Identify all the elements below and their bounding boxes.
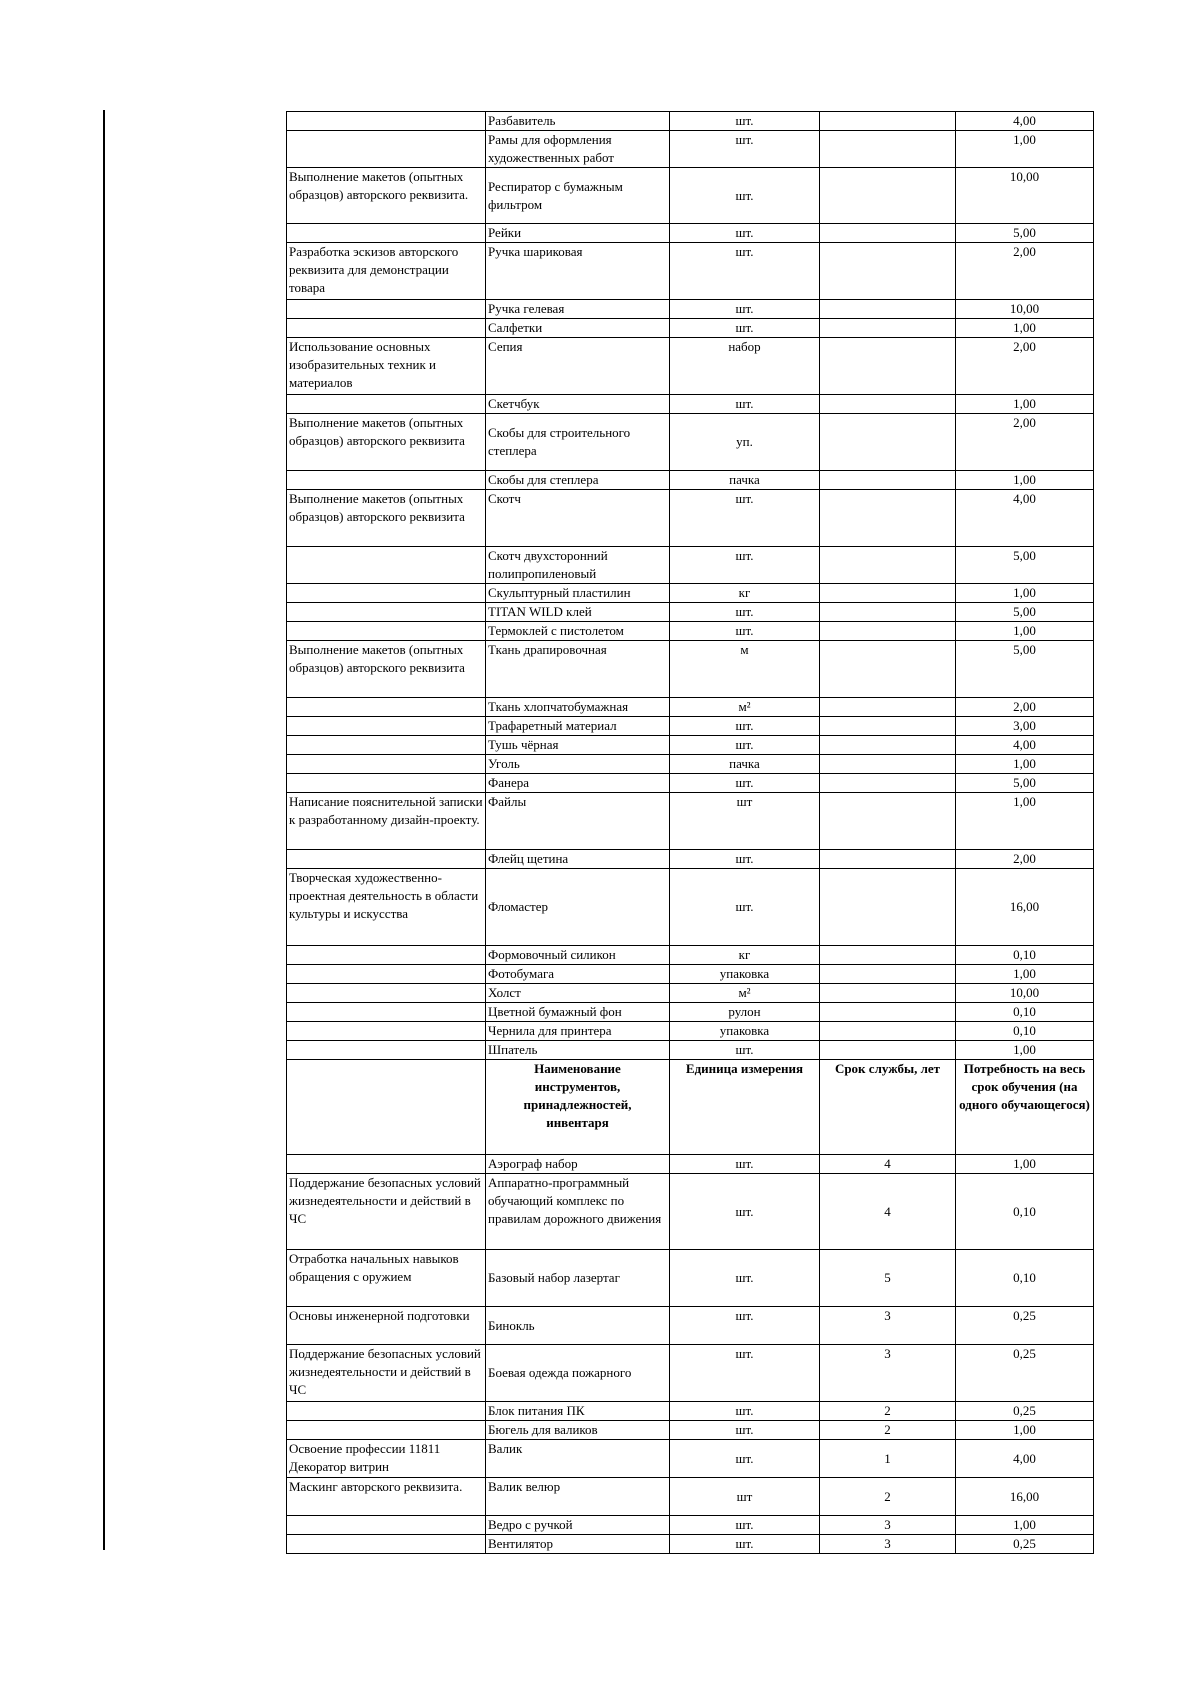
item-name-cell: Рейки xyxy=(486,224,670,243)
service-life-cell xyxy=(820,603,956,622)
table-row xyxy=(287,414,1094,471)
table-row xyxy=(287,112,1094,131)
item-name-cell: Фотобумага xyxy=(486,965,670,984)
service-life-cell xyxy=(820,641,956,698)
unit-cell: шт. xyxy=(670,1421,820,1440)
unit-cell: шт. xyxy=(670,717,820,736)
activity-cell: Отработка начальных навыков обращения с оружием xyxy=(287,1250,486,1307)
activity-cell: Поддержание безопасных условий жизнедеятельности и действий в ЧС xyxy=(287,1345,486,1402)
unit-cell: шт. xyxy=(670,1041,820,1060)
activity-cell xyxy=(287,698,486,717)
quantity-cell: 16,00 xyxy=(956,869,1094,946)
activity-cell xyxy=(287,1060,486,1155)
unit-cell: шт. xyxy=(670,395,820,414)
activity-cell: Разработка эскизов авторского реквизита для демонстрации товара xyxy=(287,243,486,300)
table-row xyxy=(287,490,1094,547)
activity-cell: Использование основных изобразительных техник и материалов xyxy=(287,338,486,395)
activity-cell xyxy=(287,603,486,622)
service-life-cell: 3 xyxy=(820,1535,956,1554)
item-name-cell: Уголь xyxy=(486,755,670,774)
item-name-cell: Скульптурный пластилин xyxy=(486,584,670,603)
item-name-cell: Вентилятор xyxy=(486,1535,670,1554)
service-life-cell: 3 xyxy=(820,1516,956,1535)
item-name-cell: Тушь чёрная xyxy=(486,736,670,755)
unit-cell: упаковка xyxy=(670,1022,820,1041)
table-row xyxy=(287,1041,1094,1060)
service-life-cell xyxy=(820,984,956,1003)
table-row xyxy=(287,319,1094,338)
quantity-cell: 1,00 xyxy=(956,965,1094,984)
quantity-cell: 1,00 xyxy=(956,471,1094,490)
unit-cell: набор xyxy=(670,338,820,395)
service-life-cell xyxy=(820,736,956,755)
item-name-cell: Респиратор с бумажным фильтром xyxy=(486,168,670,224)
activity-cell xyxy=(287,965,486,984)
item-name-cell: Скотч xyxy=(486,490,670,547)
activity-cell xyxy=(287,1155,486,1174)
activity-cell: Поддержание безопасных условий жизнедеятельности и действий в ЧС xyxy=(287,1174,486,1250)
service-life-cell xyxy=(820,717,956,736)
quantity-cell: 10,00 xyxy=(956,168,1094,224)
unit-cell: Единица измерения xyxy=(670,1060,820,1155)
service-life-cell xyxy=(820,112,956,131)
unit-cell: шт. xyxy=(670,300,820,319)
table-row xyxy=(287,131,1094,168)
quantity-cell: 2,00 xyxy=(956,850,1094,869)
table-row xyxy=(287,1003,1094,1022)
table-row xyxy=(287,603,1094,622)
quantity-cell: 1,00 xyxy=(956,395,1094,414)
item-name-cell: Блок питания ПК xyxy=(486,1402,670,1421)
item-name-cell: Скобы для строительного степлера xyxy=(486,414,670,471)
table-row xyxy=(287,300,1094,319)
unit-cell: шт xyxy=(670,1478,820,1516)
service-life-cell xyxy=(820,224,956,243)
activity-cell xyxy=(287,471,486,490)
item-name-cell: Рамы для оформления художественных работ xyxy=(486,131,670,168)
activity-cell xyxy=(287,319,486,338)
item-name-cell: Скобы для степлера xyxy=(486,471,670,490)
left-margin-rule xyxy=(103,110,105,1550)
unit-cell: шт. xyxy=(670,1155,820,1174)
unit-cell: м² xyxy=(670,984,820,1003)
table-row xyxy=(287,584,1094,603)
service-life-cell: 4 xyxy=(820,1174,956,1250)
quantity-cell: 10,00 xyxy=(956,984,1094,1003)
quantity-cell: Потребность на весь срок обучения (на одного обучающегося) xyxy=(956,1060,1094,1155)
service-life-cell xyxy=(820,1003,956,1022)
unit-cell: шт. xyxy=(670,112,820,131)
service-life-cell xyxy=(820,547,956,584)
quantity-cell: 1,00 xyxy=(956,1516,1094,1535)
activity-cell: Выполнение макетов (опытных образцов) авторского реквизита xyxy=(287,490,486,547)
item-name-cell: Фанера xyxy=(486,774,670,793)
service-life-cell: Срок службы, лет xyxy=(820,1060,956,1155)
item-name-cell: Чернила для принтера xyxy=(486,1022,670,1041)
table-row xyxy=(287,698,1094,717)
service-life-cell xyxy=(820,698,956,717)
quantity-cell: 4,00 xyxy=(956,1440,1094,1478)
item-name-cell: Фломастер xyxy=(486,869,670,946)
service-life-cell xyxy=(820,414,956,471)
item-name-cell: Шпатель xyxy=(486,1041,670,1060)
service-life-cell xyxy=(820,168,956,224)
quantity-cell: 0,25 xyxy=(956,1345,1094,1402)
unit-cell: шт. xyxy=(670,1402,820,1421)
service-life-cell xyxy=(820,1022,956,1041)
service-life-cell: 2 xyxy=(820,1421,956,1440)
unit-cell: м xyxy=(670,641,820,698)
service-life-cell xyxy=(820,793,956,850)
unit-cell: пачка xyxy=(670,471,820,490)
activity-cell xyxy=(287,1535,486,1554)
unit-cell: шт xyxy=(670,793,820,850)
service-life-cell xyxy=(820,755,956,774)
unit-cell: шт. xyxy=(670,774,820,793)
unit-cell: шт. xyxy=(670,1174,820,1250)
service-life-cell xyxy=(820,243,956,300)
table-row xyxy=(287,793,1094,850)
table-row xyxy=(287,395,1094,414)
unit-cell: шт. xyxy=(670,736,820,755)
table-row xyxy=(287,224,1094,243)
service-life-cell: 2 xyxy=(820,1402,956,1421)
table-row xyxy=(287,717,1094,736)
item-name-cell: Валик xyxy=(486,1440,670,1478)
table-row xyxy=(287,736,1094,755)
activity-cell xyxy=(287,717,486,736)
table-row xyxy=(287,1022,1094,1041)
service-life-cell xyxy=(820,869,956,946)
table-row xyxy=(287,338,1094,395)
service-life-cell xyxy=(820,131,956,168)
unit-cell: шт. xyxy=(670,622,820,641)
table-row xyxy=(287,1535,1094,1554)
quantity-cell: 1,00 xyxy=(956,755,1094,774)
table-row xyxy=(287,622,1094,641)
quantity-cell: 10,00 xyxy=(956,300,1094,319)
activity-cell xyxy=(287,1421,486,1440)
unit-cell: шт. xyxy=(670,131,820,168)
unit-cell: шт. xyxy=(670,603,820,622)
activity-cell xyxy=(287,112,486,131)
quantity-cell: 2,00 xyxy=(956,414,1094,471)
quantity-cell: 0,10 xyxy=(956,1022,1094,1041)
quantity-cell: 5,00 xyxy=(956,547,1094,584)
service-life-cell: 2 xyxy=(820,1478,956,1516)
quantity-cell: 4,00 xyxy=(956,736,1094,755)
item-name-cell: Наименование инструментов, принадлежностей, инвентаря xyxy=(486,1060,670,1155)
unit-cell: шт. xyxy=(670,869,820,946)
activity-cell xyxy=(287,547,486,584)
quantity-cell: 0,10 xyxy=(956,946,1094,965)
table-row xyxy=(287,1250,1094,1307)
activity-cell: Основы инженерной подготовки xyxy=(287,1307,486,1345)
item-name-cell: Аппаратно-программный обучающий комплекс по правилам дорожного движения xyxy=(486,1174,670,1250)
table-row xyxy=(287,965,1094,984)
activity-cell: Выполнение макетов (опытных образцов) авторского реквизита. xyxy=(287,168,486,224)
item-name-cell: Аэрограф набор xyxy=(486,1155,670,1174)
quantity-cell: 1,00 xyxy=(956,584,1094,603)
quantity-cell: 0,10 xyxy=(956,1174,1094,1250)
unit-cell: шт. xyxy=(670,1440,820,1478)
service-life-cell: 3 xyxy=(820,1307,956,1345)
item-name-cell: Базовый набор лазертаг xyxy=(486,1250,670,1307)
activity-cell: Написание пояснительной записки к разработанному дизайн-проекту. xyxy=(287,793,486,850)
activity-cell xyxy=(287,1041,486,1060)
quantity-cell: 4,00 xyxy=(956,490,1094,547)
unit-cell: уп. xyxy=(670,414,820,471)
service-life-cell xyxy=(820,395,956,414)
service-life-cell xyxy=(820,850,956,869)
service-life-cell xyxy=(820,774,956,793)
quantity-cell: 0,25 xyxy=(956,1402,1094,1421)
table-row xyxy=(287,946,1094,965)
activity-cell: Творческая художественно-проектная деятельность в области культуры и искусства xyxy=(287,869,486,946)
table-row xyxy=(287,755,1094,774)
item-name-cell: Цветной бумажный фон xyxy=(486,1003,670,1022)
quantity-cell: 0,25 xyxy=(956,1535,1094,1554)
item-name-cell: Сепия xyxy=(486,338,670,395)
table-row xyxy=(287,243,1094,300)
table-row xyxy=(287,1478,1094,1516)
service-life-cell xyxy=(820,946,956,965)
item-name-cell: Флейц щетина xyxy=(486,850,670,869)
activity-cell xyxy=(287,1003,486,1022)
item-name-cell: Салфетки xyxy=(486,319,670,338)
service-life-cell: 1 xyxy=(820,1440,956,1478)
service-life-cell xyxy=(820,338,956,395)
unit-cell: шт. xyxy=(670,1307,820,1345)
table-row xyxy=(287,1307,1094,1345)
activity-cell xyxy=(287,622,486,641)
service-life-cell xyxy=(820,471,956,490)
unit-cell: шт. xyxy=(670,1516,820,1535)
quantity-cell: 1,00 xyxy=(956,1155,1094,1174)
table-row xyxy=(287,471,1094,490)
item-name-cell: Валик велюр xyxy=(486,1478,670,1516)
table-row xyxy=(287,1440,1094,1478)
quantity-cell: 2,00 xyxy=(956,338,1094,395)
unit-cell: кг xyxy=(670,946,820,965)
activity-cell xyxy=(287,300,486,319)
unit-cell: пачка xyxy=(670,755,820,774)
activity-cell xyxy=(287,584,486,603)
activity-cell xyxy=(287,1022,486,1041)
quantity-cell: 1,00 xyxy=(956,319,1094,338)
table-row xyxy=(287,1155,1094,1174)
unit-cell: шт. xyxy=(670,1535,820,1554)
activity-cell xyxy=(287,1516,486,1535)
activity-cell xyxy=(287,946,486,965)
activity-cell xyxy=(287,755,486,774)
activity-cell xyxy=(287,774,486,793)
table-row xyxy=(287,168,1094,224)
activity-cell: Выполнение макетов (опытных образцов) авторского реквизита xyxy=(287,641,486,698)
quantity-cell: 2,00 xyxy=(956,243,1094,300)
table-row xyxy=(287,641,1094,698)
activity-cell xyxy=(287,131,486,168)
unit-cell: кг xyxy=(670,584,820,603)
table-row xyxy=(287,984,1094,1003)
activity-cell xyxy=(287,984,486,1003)
unit-cell: шт. xyxy=(670,1345,820,1402)
table-row xyxy=(287,1516,1094,1535)
equipment-table-body xyxy=(287,112,1094,1554)
activity-cell: Маскинг авторского реквизита. xyxy=(287,1478,486,1516)
table-row xyxy=(287,869,1094,946)
item-name-cell: Скотч двухсторонний полипропиленовый xyxy=(486,547,670,584)
service-life-cell: 4 xyxy=(820,1155,956,1174)
unit-cell: шт. xyxy=(670,547,820,584)
service-life-cell xyxy=(820,584,956,603)
service-life-cell xyxy=(820,1041,956,1060)
unit-cell: упаковка xyxy=(670,965,820,984)
table-row xyxy=(287,1421,1094,1440)
quantity-cell: 1,00 xyxy=(956,131,1094,168)
service-life-cell xyxy=(820,490,956,547)
unit-cell: шт. xyxy=(670,168,820,224)
quantity-cell: 3,00 xyxy=(956,717,1094,736)
service-life-cell xyxy=(820,319,956,338)
quantity-cell: 0,10 xyxy=(956,1250,1094,1307)
item-name-cell: Ручка гелевая xyxy=(486,300,670,319)
service-life-cell: 5 xyxy=(820,1250,956,1307)
activity-cell xyxy=(287,736,486,755)
table-row xyxy=(287,1345,1094,1402)
service-life-cell: 3 xyxy=(820,1345,956,1402)
service-life-cell xyxy=(820,622,956,641)
quantity-cell: 2,00 xyxy=(956,698,1094,717)
table-row xyxy=(287,850,1094,869)
item-name-cell: Скетчбук xyxy=(486,395,670,414)
service-life-cell xyxy=(820,300,956,319)
unit-cell: шт. xyxy=(670,319,820,338)
activity-cell xyxy=(287,224,486,243)
item-name-cell: Разбавитель xyxy=(486,112,670,131)
quantity-cell: 5,00 xyxy=(956,641,1094,698)
item-name-cell: Ткань драпировочная xyxy=(486,641,670,698)
unit-cell: м² xyxy=(670,698,820,717)
unit-cell: шт. xyxy=(670,1250,820,1307)
activity-cell: Выполнение макетов (опытных образцов) авторского реквизита xyxy=(287,414,486,471)
activity-cell xyxy=(287,1402,486,1421)
table-row xyxy=(287,547,1094,584)
activity-cell xyxy=(287,395,486,414)
item-name-cell: Боевая одежда пожарного xyxy=(486,1345,670,1402)
item-name-cell: Трафаретный материал xyxy=(486,717,670,736)
equipment-table xyxy=(286,111,1094,1554)
service-life-cell xyxy=(820,965,956,984)
quantity-cell: 0,25 xyxy=(956,1307,1094,1345)
unit-cell: шт. xyxy=(670,490,820,547)
item-name-cell: Холст xyxy=(486,984,670,1003)
quantity-cell: 1,00 xyxy=(956,1041,1094,1060)
quantity-cell: 16,00 xyxy=(956,1478,1094,1516)
item-name-cell: Термоклей с пистолетом xyxy=(486,622,670,641)
quantity-cell: 1,00 xyxy=(956,793,1094,850)
table-row xyxy=(287,1402,1094,1421)
quantity-cell: 4,00 xyxy=(956,112,1094,131)
activity-cell xyxy=(287,850,486,869)
quantity-cell: 1,00 xyxy=(956,622,1094,641)
item-name-cell: Ткань хлопчатобумажная xyxy=(486,698,670,717)
table-row xyxy=(287,1174,1094,1250)
quantity-cell: 5,00 xyxy=(956,774,1094,793)
item-name-cell: Файлы xyxy=(486,793,670,850)
item-name-cell: Ручка шариковая xyxy=(486,243,670,300)
unit-cell: рулон xyxy=(670,1003,820,1022)
item-name-cell: Бюгель для валиков xyxy=(486,1421,670,1440)
item-name-cell: Ведро с ручкой xyxy=(486,1516,670,1535)
unit-cell: шт. xyxy=(670,224,820,243)
quantity-cell: 5,00 xyxy=(956,224,1094,243)
table-header-row xyxy=(287,1060,1094,1155)
quantity-cell: 0,10 xyxy=(956,1003,1094,1022)
item-name-cell: TITAN WILD клей xyxy=(486,603,670,622)
activity-cell: Освоение профессии 11811 Декоратор витрин xyxy=(287,1440,486,1478)
unit-cell: шт. xyxy=(670,850,820,869)
unit-cell: шт. xyxy=(670,243,820,300)
item-name-cell: Формовочный силикон xyxy=(486,946,670,965)
quantity-cell: 1,00 xyxy=(956,1421,1094,1440)
table-row xyxy=(287,774,1094,793)
quantity-cell: 5,00 xyxy=(956,603,1094,622)
item-name-cell: Бинокль xyxy=(486,1307,670,1345)
